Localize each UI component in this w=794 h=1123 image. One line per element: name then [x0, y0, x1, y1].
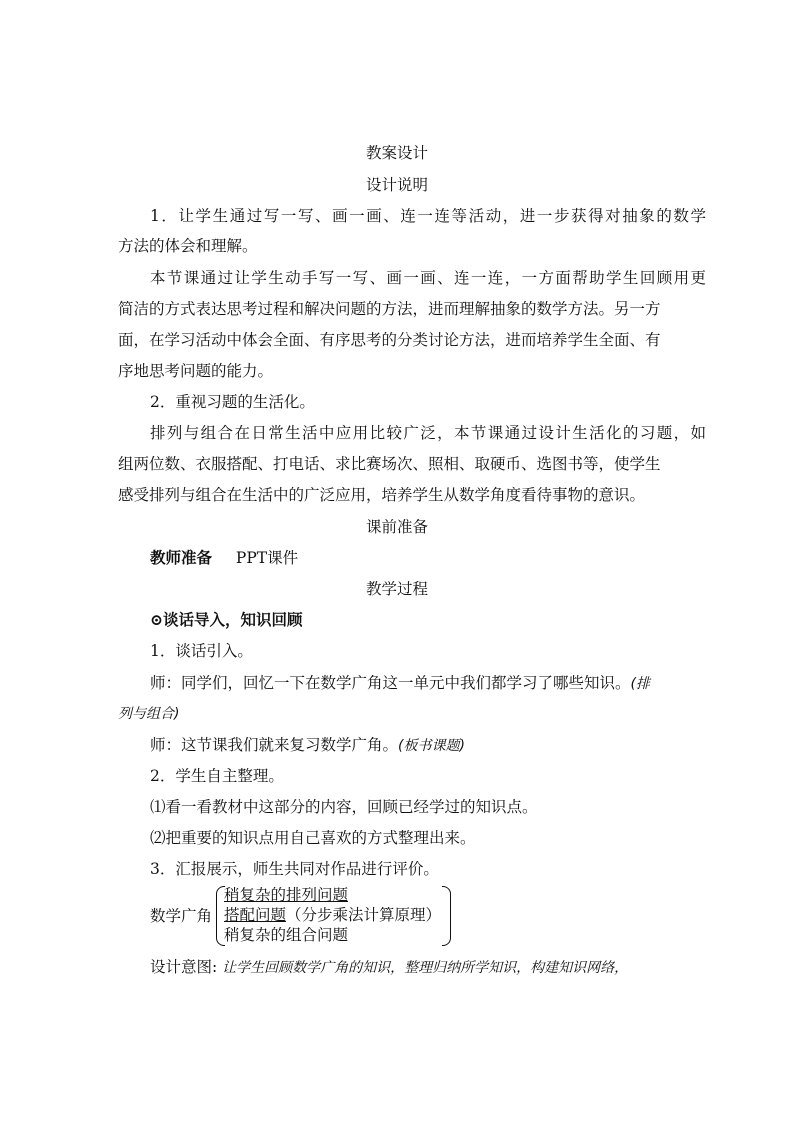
paragraph-4-line-1: 排列与组合在日常生活中应用比较广泛，本节课通过设计生活化的习题，如 [150, 424, 706, 442]
step-heading: ⊙谈话导入，知识回顾 [150, 610, 303, 629]
knowledge-map-item-1: 稍复杂的排列问题 [224, 886, 349, 904]
design-intent-line [150, 957, 680, 978]
paragraph-2-line-3: 面，在学习活动中体会全面、有序思考的分类讨论方法，进而培养学生全面、有 [118, 331, 661, 349]
prep-label: 教师准备 [150, 548, 213, 567]
step-3: 3．汇报展示，师生共同对作品进行评价。 [150, 860, 439, 878]
teacher-line-2-text: 师：这节课我们就来复习数学广角。 [150, 736, 399, 754]
paragraph-2-line-4: 序地思考问题的能力。 [118, 362, 274, 380]
prep-value: PPT课件 [235, 549, 299, 567]
knowledge-map-item-2: 搭配问题（分步乘法计算原理） [224, 906, 442, 924]
section-heading-process: 教学过程 [365, 580, 428, 598]
design-intent-label: 设计意图: [150, 958, 218, 976]
paragraph-3: 2．重视习题的生活化。 [150, 393, 315, 411]
paragraph-4-line-2: 组两位数、衣服搭配、打电话、求比赛场次、照相、取硬币、选图书等，使学生 [118, 455, 661, 473]
paragraph-1-line-1: 1．让学生通过写一写、画一画、连一连等活动，进一步获得对抽象的数学 [150, 207, 706, 225]
teacher-line-1-note: (排 [630, 676, 650, 692]
teacher-line-2 [150, 735, 680, 756]
paragraph-1-line-2: 方法的体会和理解。 [118, 237, 258, 255]
knowledge-map-root: 数学广角 [150, 907, 213, 925]
design-intent-text: 让学生回顾数学广角的知识，整理归纳所学知识，构建知识网络， [222, 960, 629, 976]
section-heading-design: 设计说明 [365, 176, 428, 194]
teacher-line-2-note: (板书课题) [398, 738, 465, 754]
section-heading-prep: 课前准备 [365, 518, 428, 536]
knowledge-map [150, 884, 470, 950]
step-2: 2．学生自主整理。 [150, 767, 284, 785]
paragraph-2-line-2: 简洁的方式表达思考过程和解决问题的方法，进而理解抽象的数学方法。另一方 [118, 300, 661, 318]
knowledge-map-item-3: 稍复杂的组合问题 [224, 926, 349, 944]
brace-right [442, 886, 451, 946]
document-title: 教案设计 [365, 144, 428, 162]
step-1: 1．谈话引入。 [150, 642, 253, 660]
step-2-item-2: ⑵把重要的知识点用自己喜欢的方式整理出来。 [150, 829, 476, 847]
step-2-item-1: ⑴看一看教材中这部分的内容，回顾已经学过的知识点。 [150, 798, 538, 816]
teacher-line-1-text: 师：同学们，回忆一下在数学广角这一单元中我们都学习了哪些知识。 [150, 674, 631, 692]
paragraph-2-line-1: 本节课通过让学生动手写一写、画一画、连一连，一方面帮助学生回顾用更 [150, 269, 706, 287]
paragraph-4-line-3: 感受排列与组合在生活中的广泛应用，培养学生从数学角度看待事物的意识。 [118, 486, 646, 504]
prep-line [150, 548, 680, 568]
teacher-line-1 [150, 673, 680, 694]
teacher-line-1-note-cont: 列与组合) [118, 706, 180, 722]
